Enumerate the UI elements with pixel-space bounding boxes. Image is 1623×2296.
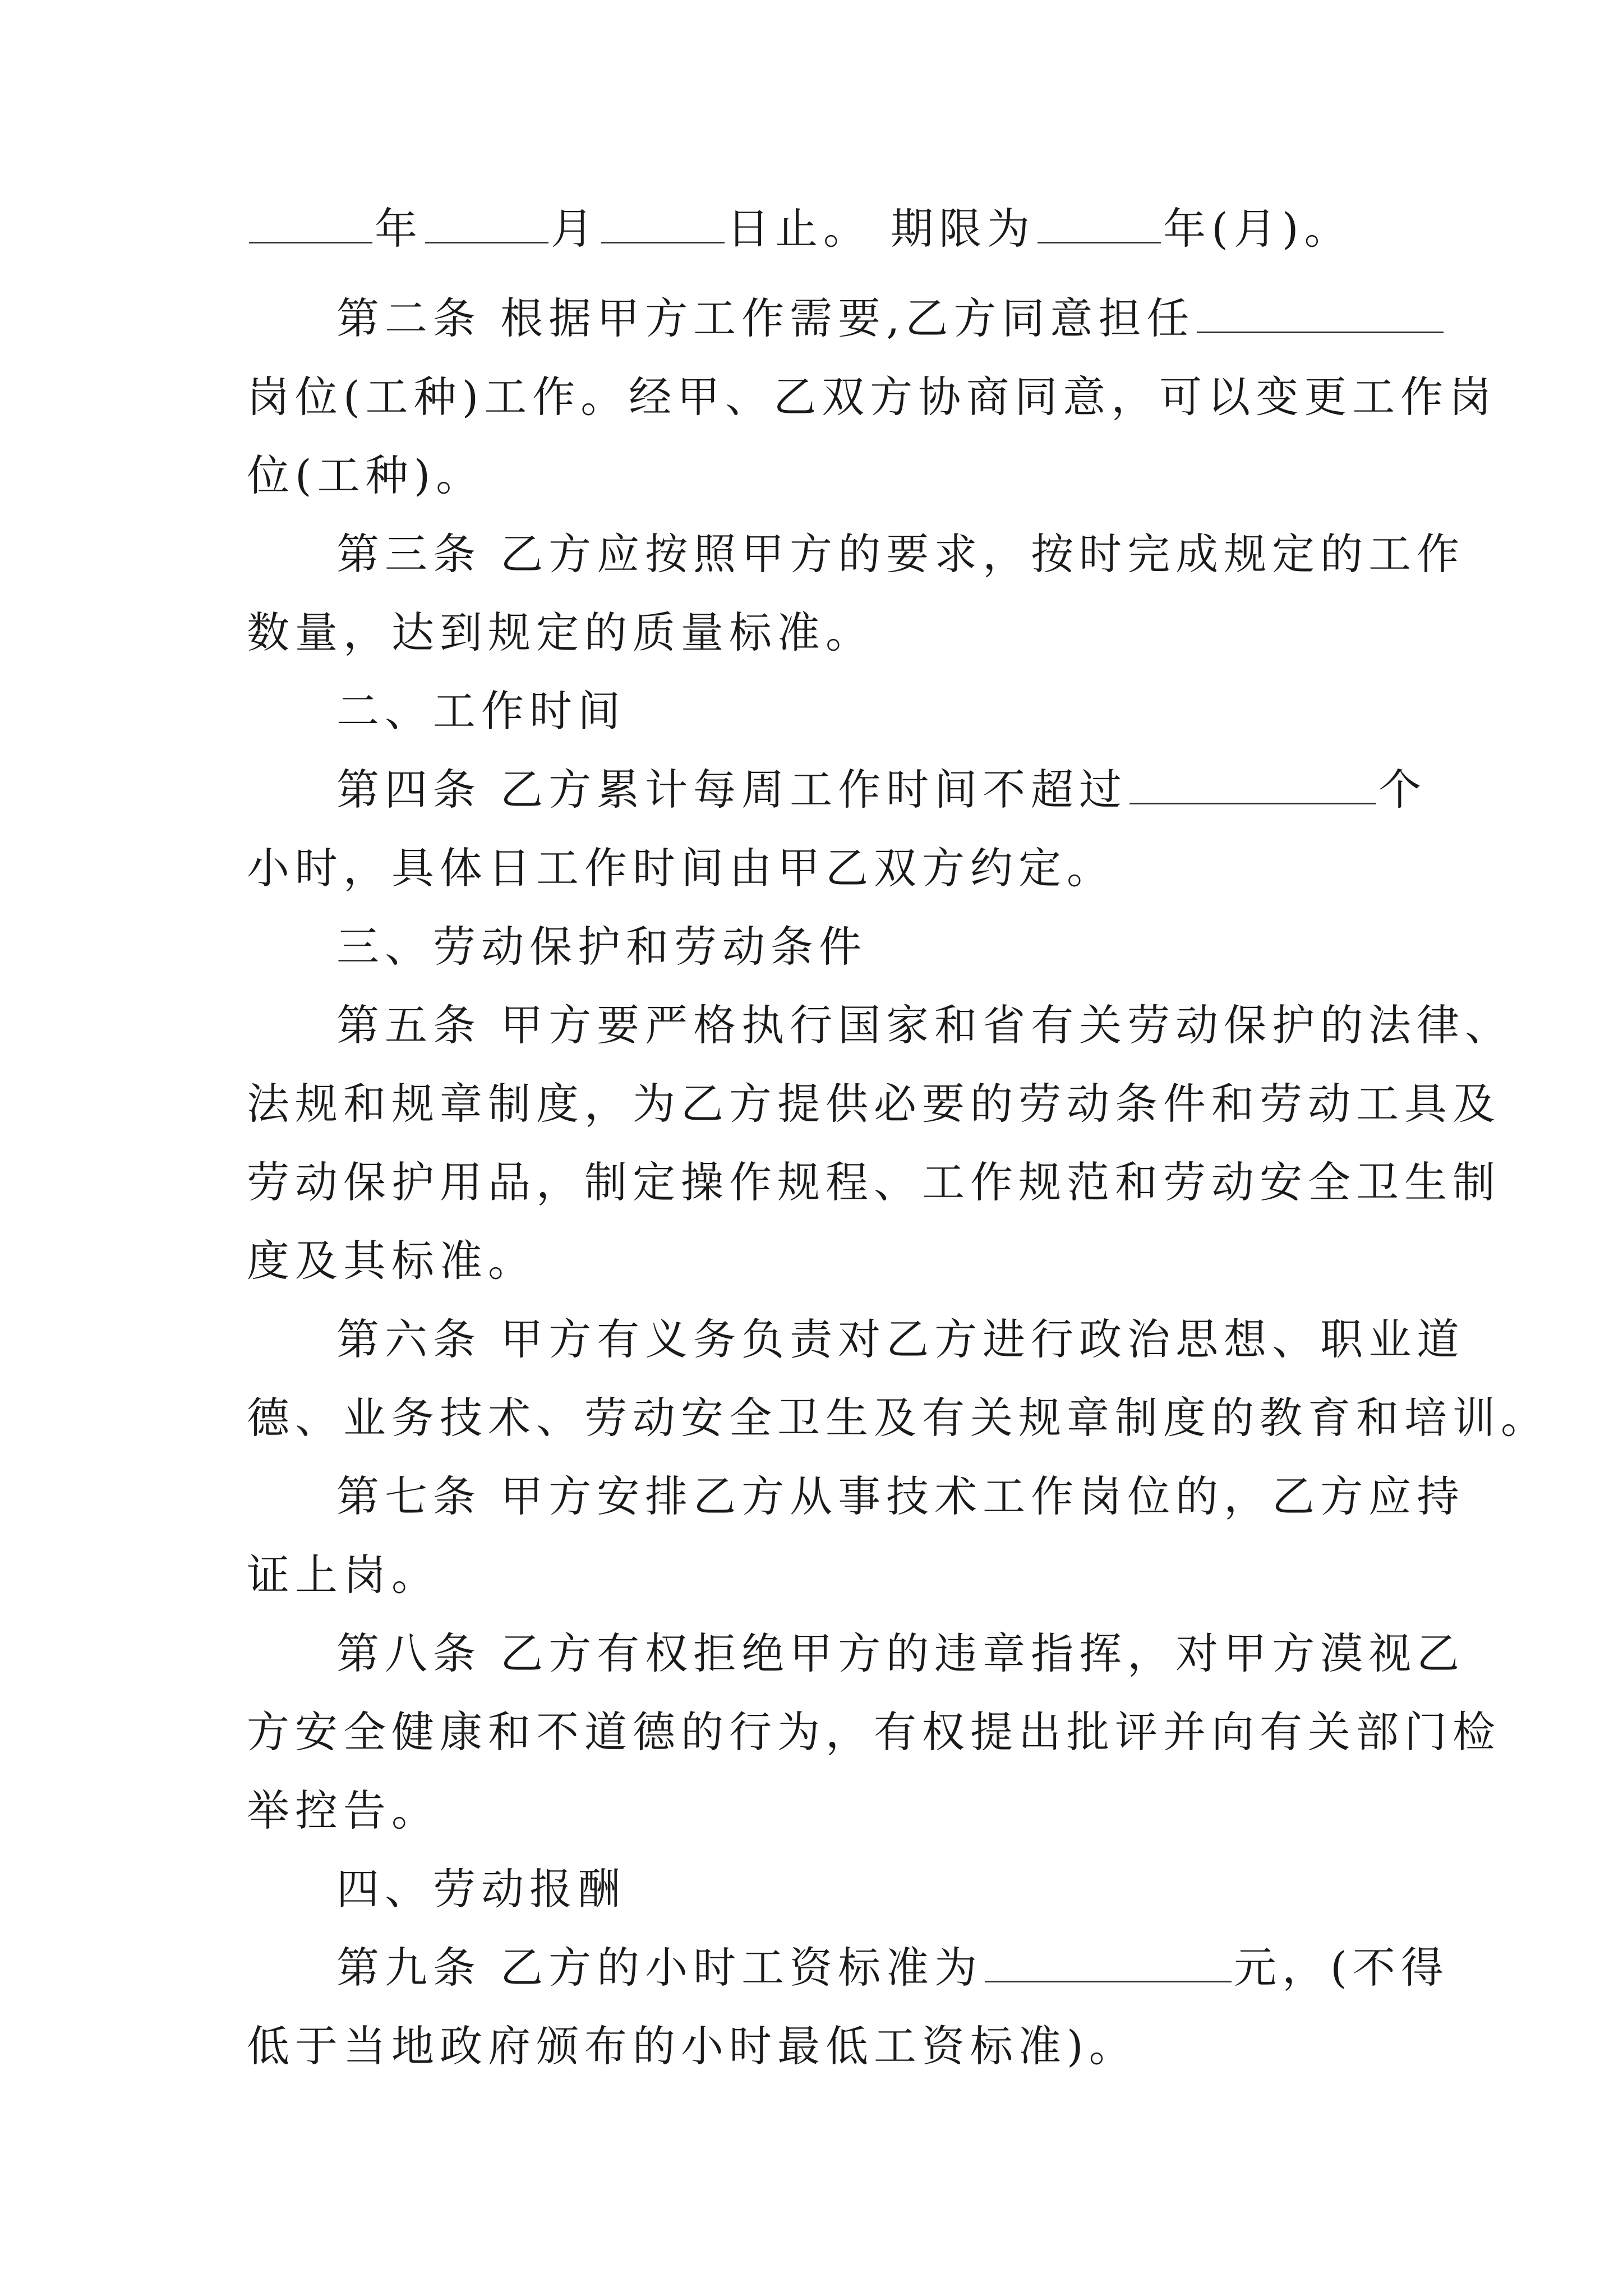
text-line: 低于当地政府颁布的小时最低工资标准)。 bbox=[247, 2021, 1137, 2071]
text-line: 法规和规章制度，为乙方提供必要的劳动条件和劳动工具及 bbox=[247, 1079, 1501, 1129]
blank-field bbox=[1129, 766, 1376, 804]
text-segment: 年 bbox=[375, 204, 423, 254]
text-segment: 第二条 根据甲方工作需要,乙方同意担任 bbox=[336, 293, 1195, 343]
blank-field bbox=[1197, 295, 1444, 333]
text-line: 数量，达到规定的质量标准。 bbox=[247, 608, 874, 657]
text-segment: 第四条 乙方累计每周工作时间不超过 bbox=[336, 765, 1128, 815]
blank-field bbox=[249, 205, 372, 243]
blank-field bbox=[601, 205, 725, 243]
blank-field bbox=[985, 1944, 1232, 1982]
article-2 bbox=[336, 292, 1492, 346]
article-8: 第八条 乙方有权拒绝甲方的违章指挥，对甲方漠视乙 bbox=[336, 1628, 1465, 1678]
document-page bbox=[247, 0, 1549, 2296]
text-segment: 月 bbox=[551, 204, 599, 254]
text-line: 证上岗。 bbox=[247, 1550, 440, 1600]
text-line: 岗位(工种)工作。经甲、乙双方协商同意，可以变更工作岗 bbox=[247, 372, 1497, 422]
article-3: 第三条 乙方应按照甲方的要求，按时完成规定的工作 bbox=[336, 529, 1465, 579]
text-segment: 个 bbox=[1378, 765, 1427, 815]
text-segment: 第九条 乙方的小时工资标准为 bbox=[336, 1943, 983, 1993]
blank-field bbox=[1038, 205, 1161, 243]
article-5: 第五条 甲方要严格执行国家和省有关劳动保护的法律、 bbox=[336, 1000, 1514, 1050]
section-heading: 四、劳动报酬 bbox=[336, 1864, 626, 1914]
text-line: 位(工种)。 bbox=[247, 450, 485, 500]
text-line: 度及其标准。 bbox=[247, 1236, 536, 1286]
text-line: 方安全健康和不道德的行为，有权提出批评并向有关部门检 bbox=[247, 1707, 1501, 1757]
text-line: 劳动保护用品，制定操作规程、工作规范和劳动安全卫生制 bbox=[247, 1157, 1501, 1207]
article-7: 第七条 甲方安排乙方从事技术工作岗位的，乙方应持 bbox=[336, 1471, 1465, 1521]
text-line: 德、业务技术、劳动安全卫生及有关规章制度的教育和培训。 bbox=[247, 1393, 1549, 1443]
text-line: 小时，具体日工作时间由甲乙双方约定。 bbox=[247, 843, 1115, 893]
text-line bbox=[247, 202, 1402, 256]
text-segment: 元，(不得 bbox=[1234, 1943, 1449, 1993]
section-heading: 二、工作时间 bbox=[336, 686, 626, 736]
section-heading: 三、劳动保护和劳动条件 bbox=[336, 922, 867, 972]
article-6: 第六条 甲方有义务负责对乙方进行政治思想、职业道 bbox=[336, 1314, 1465, 1364]
article-4 bbox=[336, 763, 1492, 817]
blank-field bbox=[425, 205, 548, 243]
text-segment: 日止。 期限为 bbox=[727, 204, 1036, 254]
text-segment: 年(月)。 bbox=[1163, 204, 1353, 254]
text-line: 举控告。 bbox=[247, 1786, 440, 1835]
article-9 bbox=[336, 1941, 1492, 1995]
